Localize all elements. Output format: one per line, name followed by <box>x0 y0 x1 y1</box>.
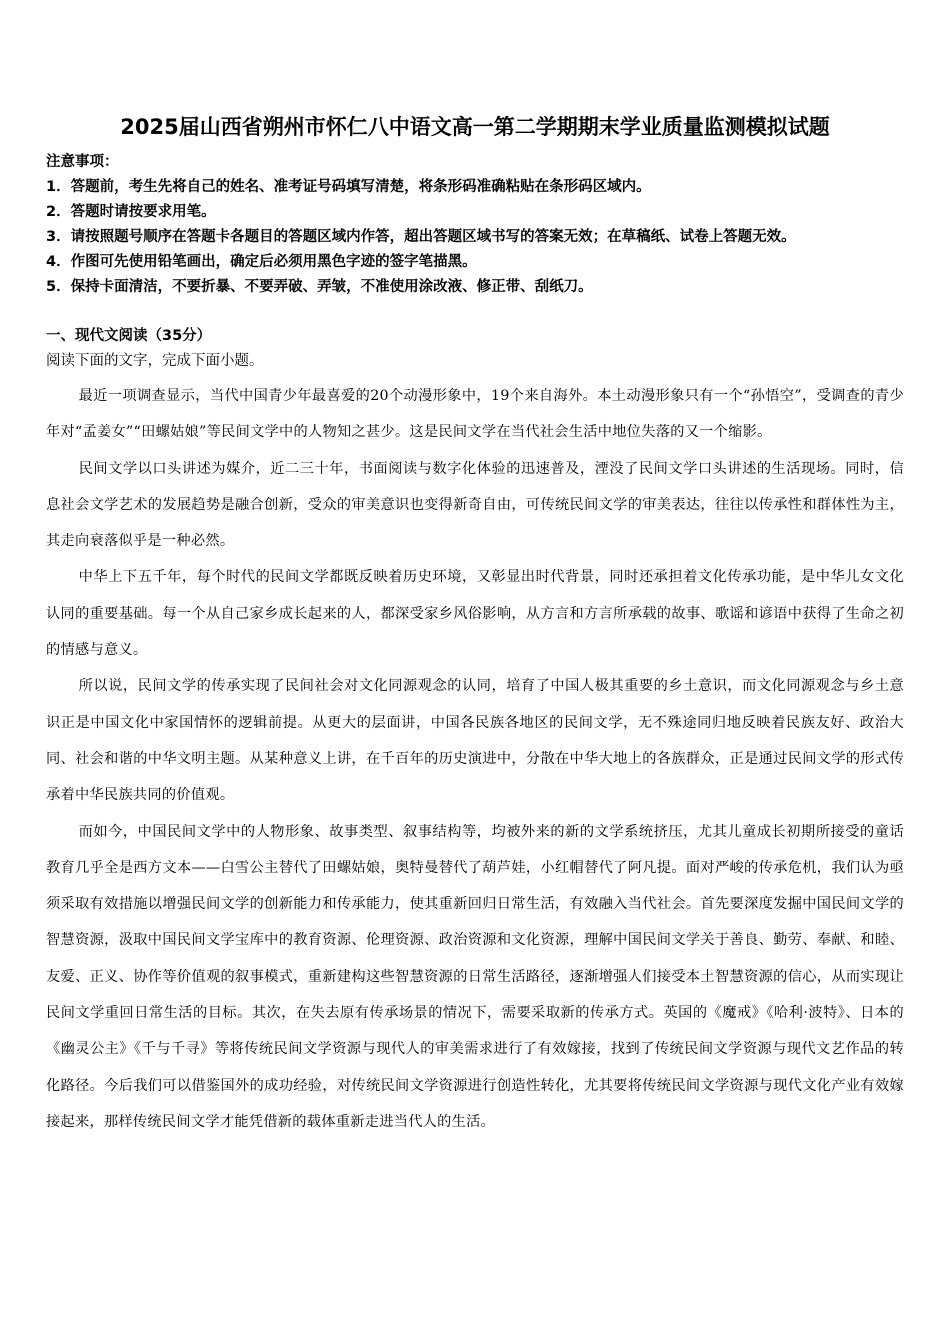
notice-item: 4．作图可先使用铅笔画出，确定后必须用黑色字迹的签字笔描黑。 <box>46 254 477 270</box>
notice-item: 2．答题时请按要求用笔。 <box>46 204 216 220</box>
section-heading: 一、现代文阅读（35分） <box>46 328 212 344</box>
passage-paragraph: 最近一项调查显示，当代中国青少年最喜爱的20个动漫形象中，19个来自海外。本土动漫形象只有一个“孙悟空”，受调查的青少年对“孟姜女”“田螺姑娘”等民间文学中的人物知之甚少。这是民间文学在当代社会生活中地位失落的又一个缩影。 <box>46 388 904 441</box>
passage-paragraph: 中华上下五千年，每个时代的民间文学都既反映着历史环境，又彰显出时代背景，同时还承担着文化传承功能，是中华儿女文化认同的重要基础。每一个从自己家乡成长起来的人，都深受家乡风俗影响，从方言和方言所承载的故事、歌谣和谚语中获得了生命之初的情感与意义。 <box>46 569 904 659</box>
passage-paragraph: 民间文学以口头讲述为媒介，近二三十年，书面阅读与数字化体验的迅速普及，湮没了民间文学口头讲述的生活现场。同时，信息社会文学艺术的发展趋势是融合创新，受众的审美意识也变得新奇自由，可传统民间文学的审美表达，往往以传承性和群体性为主，其走向衰落似乎是一种必然。 <box>46 460 904 550</box>
passage-paragraph: 而如今，中国民间文学中的人物形象、故事类型、叙事结构等，均被外来的新的文学系统挤压，尤其儿童成长初期所接受的童话教育几乎全是西方文本——白雪公主替代了田螺姑娘，奥特曼替代了葫芦娃，小红帽替代了阿凡提。面对严峻的传承危机，我们认为亟须采取有效措施以增强民间文学的创新能力和传承能力，使其重新回归日常生活，有效融入当代社会。首先要深度发掘中国民间文学的智慧资源，汲取中国民间文学宝库中的教育资源、伦理资源、政治资源和文化资源，理解中国民间文学关于善良、勤劳、奉献、和睦、友爱、正义、协作等价值观的叙事模式，重新建构这些智慧资源的日常生活路径，逐渐增强人们接受本土智慧资源的信心，从而实现让民间文学重回日常生活的目标。其次，在失去原有传承场景的情况下，需要采取新的传承方式。英国的《魔戒》《哈利·波特》、日本的《幽灵公主》《千与千寻》等将传统民间文学资源与现代人的审美需求进行了有效嫁接，找到了传统民间文学资源与现代文艺作品的转化路径。今后我们可以借鉴国外的成功经验，对传统民间文学资源进行创造性转化，尤其要将传统民间文学资源与现代文化产业有效嫁接起来，那样传统民间文学才能凭借新的载体重新走进当代人的生活。 <box>46 823 904 1130</box>
notice-item: 3．请按照题号顺序在答题卡各题目的答题区域内作答，超出答题区域书写的答案无效；在草稿纸、试卷上答题无效。 <box>46 229 796 245</box>
notice-item: 1．答题前，考生先将自己的姓名、准考证号码填写清楚，将条形码准确粘贴在条形码区域内。 <box>46 179 651 195</box>
notice-heading: 注意事项： <box>46 154 119 170</box>
notice-item: 5．保持卡面清洁，不要折暴、不要弄破、弄皱，不准使用涂改液、修正带、刮纸刀。 <box>46 279 593 295</box>
reading-passage <box>46 378 904 1140</box>
passage-paragraph: 所以说，民间文学的传承实现了民间社会对文化同源观念的认同，培育了中国人极其重要的乡土意识，而文化同源观念与乡土意识正是中国文化中家国情怀的逻辑前提。从更大的层面讲，中国各民族各地区的民间文学，无不殊途同归地反映着民族友好、政治大同、社会和谐的中华文明主题。从某种意义上讲，在千百年的历史演进中，分散在中华大地上的各族群众，正是通过民间文学的形式传承着中华民族共同的价值观。 <box>46 678 904 804</box>
reading-instruction: 阅读下面的文字，完成下面小题。 <box>46 353 264 369</box>
notice-block <box>46 150 916 300</box>
document-title: 2025届山西省朔州市怀仁八中语文高一第二学期期末学业质量监测模拟试题 <box>120 115 830 139</box>
